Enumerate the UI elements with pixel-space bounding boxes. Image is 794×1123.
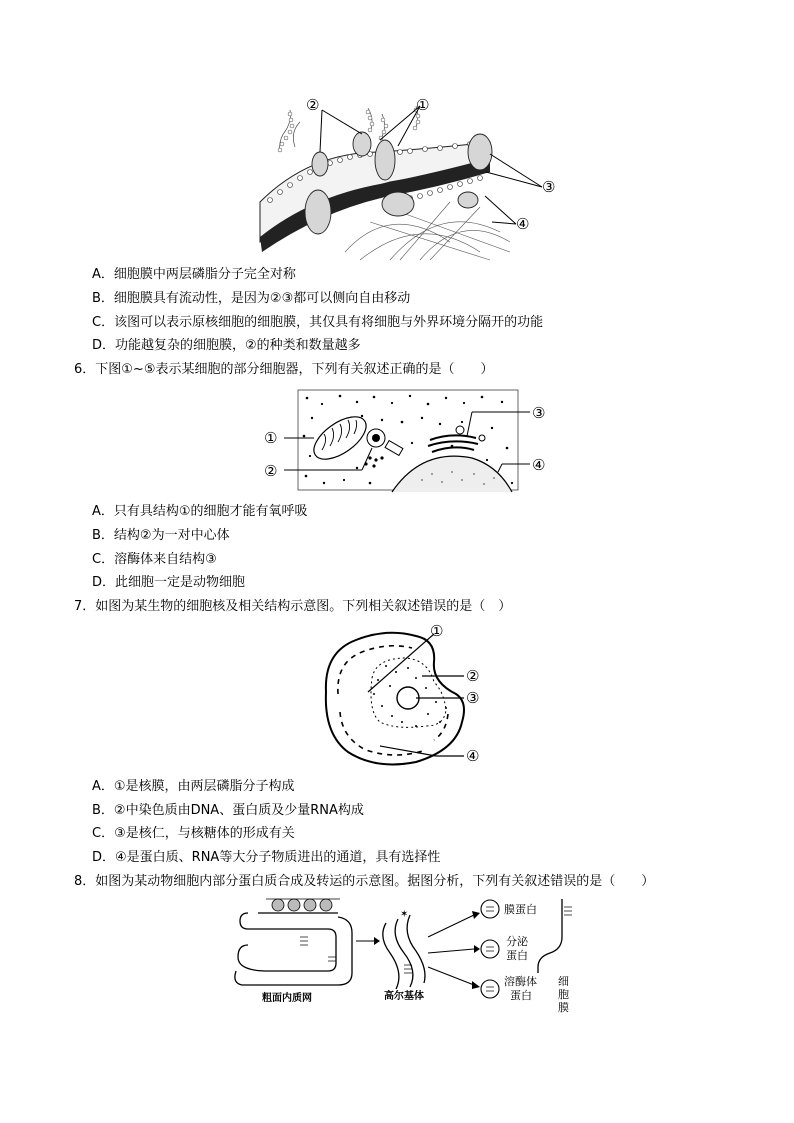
q7-option-d: D．④是蛋白质、RNA等大分子物质进出的通道，具有选择性 [92, 850, 441, 865]
svg-text:✶: ✶ [400, 909, 409, 920]
cell-membrane-label-3: 膜 [558, 1001, 569, 1014]
q7-option-a: A．①是核膜，由两层磷脂分子构成 [92, 779, 295, 794]
q6-stem: 6．下图①~⑤表示某细胞的部分细胞器，下列有关叙述正确的是（ ） [74, 362, 494, 377]
lysosome-protein-label-b: 蛋白 [510, 989, 532, 1002]
secretory-protein-label-b: 蛋白 [506, 949, 528, 962]
figure-label-4: ④ [466, 747, 480, 765]
lysosome-protein-label-a: 溶酶体 [504, 975, 537, 988]
figure-label-3: ③ [532, 404, 546, 422]
cell-membrane-label-1: 细 [558, 975, 569, 988]
q5-option-b: B．细胞膜具有流动性，是因为②③都可以侧向自由移动 [92, 291, 411, 306]
q5-option-a: A．细胞膜中两层磷脂分子完全对称 [92, 267, 296, 282]
cell-membrane-label-2: 胞 [558, 988, 569, 1001]
q7-stem: 7．如图为某生物的细胞核及相关结构示意图。下列相关叙述错误的是（ ） [74, 599, 512, 614]
q5-option-d: D．功能越复杂的细胞膜，②的种类和数量越多 [92, 338, 361, 353]
figure-label-4: ④ [532, 456, 546, 474]
figure-label-2: ② [306, 96, 320, 114]
rough-er-label: 粗面内质网 [262, 993, 312, 1004]
protein-transport-figure [228, 893, 588, 1015]
golgi-label: 高尔基体 [384, 991, 424, 1002]
q6-option-a: A．只有具结构①的细胞才能有氧呼吸 [92, 504, 308, 519]
q7-option-b: B．②中染色质由DNA、蛋白质及少量RNA构成 [92, 803, 364, 818]
cell-membrane-figure [250, 92, 580, 262]
q5-option-c: C．该图可以表示原核细胞的细胞膜，其仅具有将细胞与外界环境分隔开的功能 [92, 315, 544, 330]
figure-label-3: ③ [542, 178, 556, 196]
figure-label-3: ③ [466, 689, 480, 707]
q7-option-c: C．③是核仁，与核糖体的形成有关 [92, 826, 295, 841]
q6-option-c: C．溶酶体来自结构③ [92, 552, 217, 567]
figure-label-2: ② [466, 667, 480, 685]
q6-option-d: D．此细胞一定是动物细胞 [92, 575, 246, 590]
membrane-protein-label: 膜蛋白 [504, 903, 537, 916]
figure-label-2: ② [264, 462, 278, 480]
nucleus-figure [316, 622, 496, 772]
figure-label-1: ① [264, 429, 278, 447]
q6-option-b: B．结构②为一对中心体 [92, 528, 230, 543]
q8-stem: 8．如图为某动物细胞内部分蛋白质合成及转运的示意图。据图分析，下列有关叙述错误的是（ ） [74, 874, 655, 889]
figure-label-1: ① [416, 96, 430, 114]
figure-label-4: ④ [516, 215, 530, 233]
secretory-protein-label-a: 分泌 [506, 935, 528, 948]
organelle-figure [262, 388, 552, 496]
figure-label-1: ① [430, 622, 444, 640]
